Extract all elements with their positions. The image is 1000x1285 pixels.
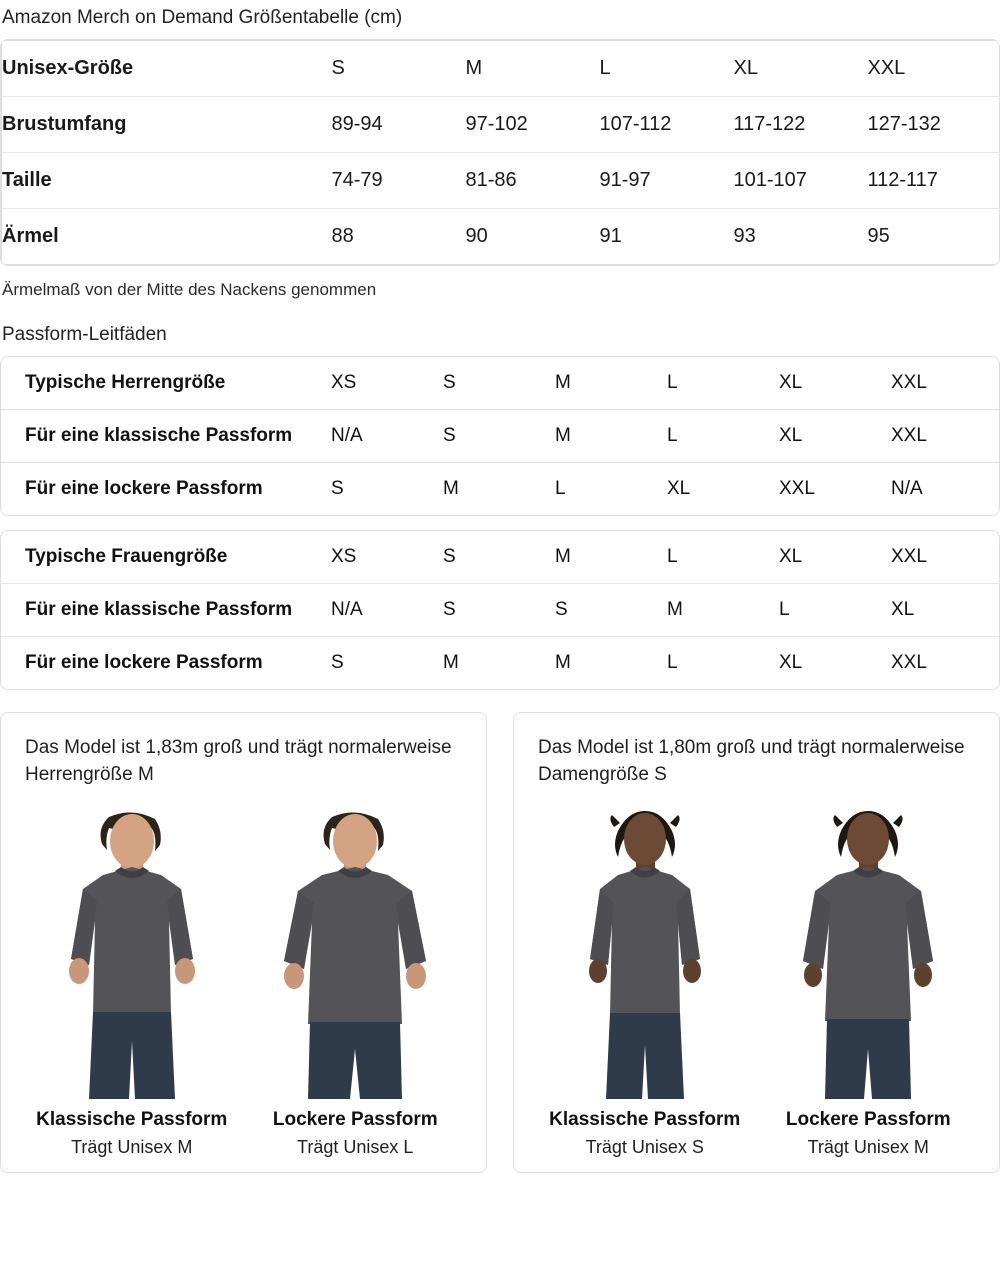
men-classic-5: XL xyxy=(779,409,891,462)
women-classic-5: L xyxy=(779,583,891,636)
men-typical-2: S xyxy=(443,357,555,410)
model-card-women xyxy=(513,712,1000,1173)
women-typical-6: XXL xyxy=(891,531,1000,584)
men-fit-table xyxy=(1,357,1000,515)
table-row xyxy=(1,531,1000,584)
women-fit-table-container xyxy=(0,530,1000,690)
male-model-classic-fit-figure xyxy=(27,799,237,1099)
table-row xyxy=(2,96,1000,152)
row-label-waist: Taille xyxy=(2,152,332,208)
table-row xyxy=(2,152,1000,208)
table-row xyxy=(1,583,1000,636)
female-classic-fit-illustration xyxy=(550,809,740,1099)
sleeve-l: 91 xyxy=(599,224,622,247)
size-table-header-label: Unisex-Größe xyxy=(2,40,332,96)
row-label-chest: Brustumfang xyxy=(2,96,332,152)
row-label-typical-womens-size: Typische Frauengröße xyxy=(1,531,331,584)
women-typical-2: S xyxy=(443,531,555,584)
women-loose-1: S xyxy=(331,651,344,673)
women-typical-3: M xyxy=(555,531,667,584)
male-loose-fit-label xyxy=(250,1109,460,1158)
women-loose-5: XL xyxy=(779,651,803,673)
women-classic-2: S xyxy=(443,583,555,636)
chest-xxl: 127-132 xyxy=(868,96,1000,152)
table-row xyxy=(1,409,1000,462)
women-typical-4: L xyxy=(667,531,779,584)
women-classic-1: N/A xyxy=(331,583,443,636)
size-table-header-s: S xyxy=(332,40,466,96)
male-classic-fit-illustration xyxy=(37,809,227,1099)
size-table-header-l: L xyxy=(600,40,734,96)
sleeve-s: 88 xyxy=(331,224,354,247)
model-cards-row xyxy=(0,712,1000,1173)
men-typical-3: M xyxy=(555,357,667,410)
table-spacer xyxy=(0,516,1000,530)
male-loose-fit-name: Lockere Passform xyxy=(272,1108,438,1130)
waist-s: 74-79 xyxy=(332,152,466,208)
size-table-header-xxl: XXL xyxy=(868,40,1000,96)
fit-guides-label: Passform-Leitfäden xyxy=(2,323,167,345)
men-loose-5: XXL xyxy=(779,477,815,499)
row-label-men-loose-fit: Für eine lockere Passform xyxy=(25,477,263,499)
men-loose-2: M xyxy=(443,477,459,499)
size-table-header-xl: XL xyxy=(734,40,868,96)
women-classic-6: XL xyxy=(891,583,1000,636)
size-table-container xyxy=(0,39,1000,266)
men-classic-1: N/A xyxy=(331,409,443,462)
male-model-loose-fit-figure xyxy=(250,799,460,1099)
women-loose-3: M xyxy=(555,651,571,673)
sleeve-xxl: 95 xyxy=(867,224,890,247)
women-typical-1: XS xyxy=(331,531,443,584)
female-model-classic-fit-figure xyxy=(540,799,750,1099)
men-loose-1: S xyxy=(331,477,344,499)
model-card-women-figures xyxy=(538,799,975,1099)
chest-m: 97-102 xyxy=(466,96,600,152)
male-classic-fit-label xyxy=(27,1109,237,1158)
model-card-women-caption: Das Model ist 1,80m groß und trägt normalerweise Damengröße S xyxy=(538,736,965,785)
men-typical-5: XL xyxy=(779,357,891,410)
table-row xyxy=(1,462,1000,515)
sleeve-m: 90 xyxy=(465,224,488,247)
row-label-men-classic-fit: Für eine klassische Passform xyxy=(1,409,331,462)
female-classic-fit-label xyxy=(540,1109,750,1158)
men-typical-4: L xyxy=(667,357,779,410)
waist-m: 81-86 xyxy=(466,152,600,208)
table-row xyxy=(1,636,1000,689)
row-label-typical-mens-size: Typische Herrengröße xyxy=(1,357,331,410)
men-loose-6: N/A xyxy=(891,477,923,499)
men-loose-4: XL xyxy=(667,477,691,499)
sleeve-xl: 93 xyxy=(733,224,756,247)
waist-l: 91-97 xyxy=(600,152,734,208)
row-label-sleeve: Ärmel xyxy=(2,224,59,247)
men-loose-3: L xyxy=(555,477,566,499)
men-classic-6: XXL xyxy=(891,409,1000,462)
women-typical-5: XL xyxy=(779,531,891,584)
female-loose-fit-illustration xyxy=(773,809,963,1099)
male-loose-fit-illustration xyxy=(260,809,450,1099)
model-card-men-caption: Das Model ist 1,83m groß und trägt normalerweise Herrengröße M xyxy=(25,736,452,785)
female-loose-fit-wears: Trägt Unisex M xyxy=(807,1136,929,1157)
female-classic-fit-wears: Trägt Unisex S xyxy=(585,1136,704,1157)
male-loose-fit-wears: Trägt Unisex L xyxy=(297,1136,414,1157)
women-classic-3: S xyxy=(555,583,667,636)
female-loose-fit-name: Lockere Passform xyxy=(785,1108,951,1130)
size-table xyxy=(1,40,1000,265)
women-classic-4: M xyxy=(667,583,779,636)
women-loose-2: M xyxy=(443,651,459,673)
men-classic-4: L xyxy=(667,409,779,462)
page-title: Amazon Merch on Demand Größentabelle (cm) xyxy=(2,7,403,28)
men-typical-6: XXL xyxy=(891,357,1000,410)
women-loose-4: L xyxy=(667,651,678,673)
model-card-women-labels xyxy=(538,1109,975,1158)
female-classic-fit-name: Klassische Passform xyxy=(549,1108,741,1130)
waist-xxl: 112-117 xyxy=(868,152,1000,208)
model-card-men xyxy=(0,712,487,1173)
female-model-loose-fit-figure xyxy=(763,799,973,1099)
male-classic-fit-wears: Trägt Unisex M xyxy=(71,1136,193,1157)
table-row xyxy=(2,208,1000,264)
table-row xyxy=(2,40,1000,96)
chest-l: 107-112 xyxy=(600,96,734,152)
male-classic-fit-name: Klassische Passform xyxy=(36,1108,228,1130)
men-classic-2: S xyxy=(443,409,555,462)
women-fit-table xyxy=(1,531,1000,689)
sleeve-note: Ärmelmaß von der Mitte des Nackens genommen xyxy=(2,279,377,299)
chest-s: 89-94 xyxy=(332,96,466,152)
men-classic-3: M xyxy=(555,409,667,462)
waist-xl: 101-107 xyxy=(734,152,868,208)
women-loose-6: XXL xyxy=(891,651,927,673)
female-loose-fit-label xyxy=(763,1109,973,1158)
size-table-header-m: M xyxy=(466,40,600,96)
model-card-men-figures xyxy=(25,799,462,1099)
model-card-men-labels xyxy=(25,1109,462,1158)
row-label-women-loose-fit: Für eine lockere Passform xyxy=(25,651,263,673)
chest-xl: 117-122 xyxy=(734,96,868,152)
men-fit-table-container xyxy=(0,356,1000,516)
table-row xyxy=(1,357,1000,410)
row-label-women-classic-fit: Für eine klassische Passform xyxy=(1,583,331,636)
men-typical-1: XS xyxy=(331,357,443,410)
